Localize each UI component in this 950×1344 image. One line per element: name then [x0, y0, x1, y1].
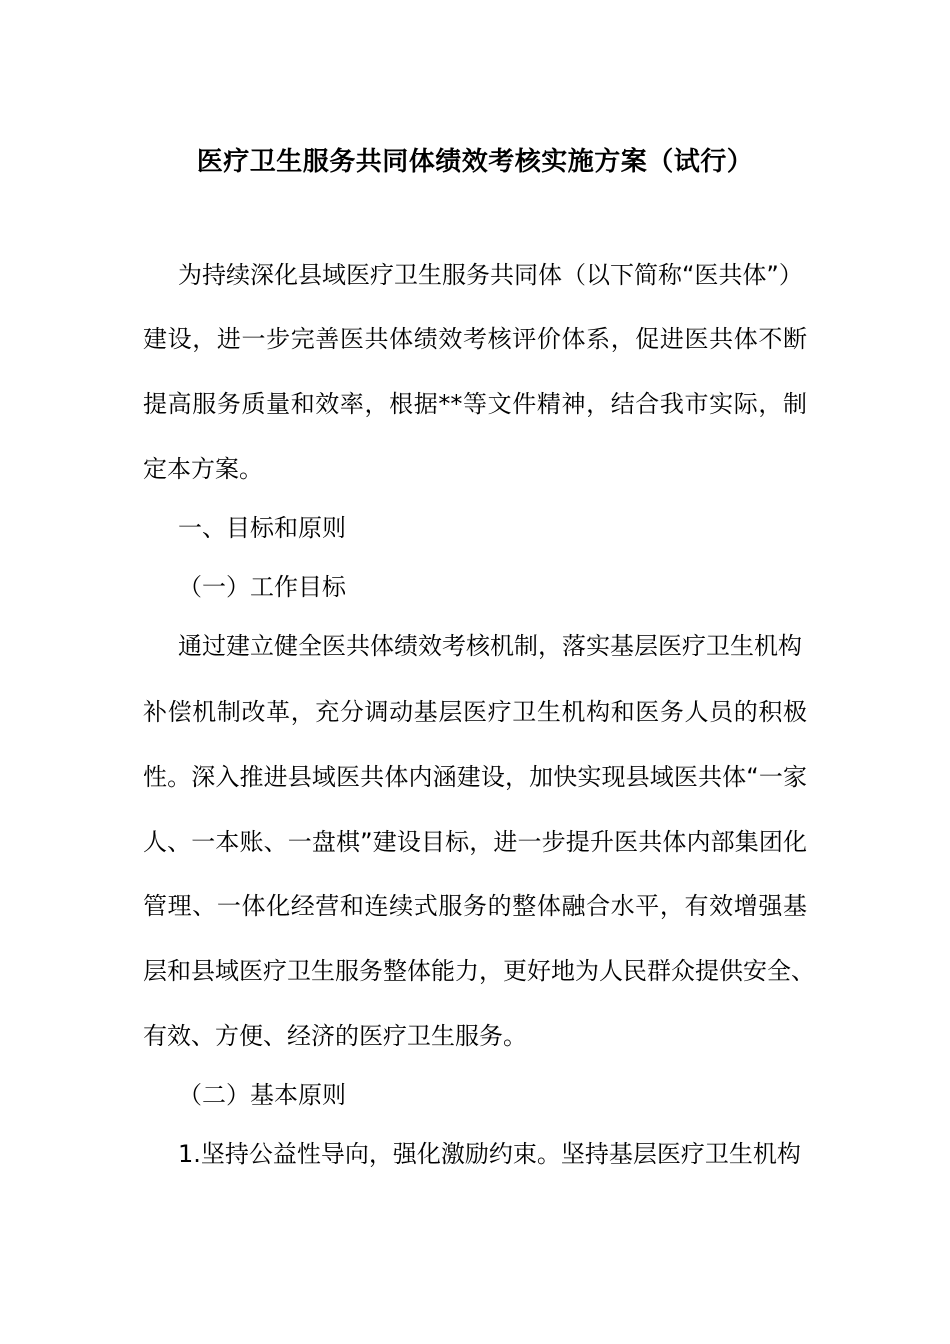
paragraph-line: 有效、方便、经济的医疗卫生服务。 [143, 1022, 527, 1050]
paragraph-line: 管理、一体化经营和连续式服务的整体融合水平，有效增强基 [143, 892, 807, 920]
paragraph-line: 性。深入推进县域医共体内涵建设，加快实现县域医共体“一家 [143, 763, 807, 791]
paragraph-line: 补偿机制改革，充分调动基层医疗卫生机构和医务人员的积极 [143, 698, 807, 726]
paragraph-line: 层和县域医疗卫生服务整体能力，更好地为人民群众提供安全、 [143, 957, 815, 985]
paragraph-line: 建设，进一步完善医共体绩效考核评价体系，促进医共体不断 [143, 325, 807, 353]
document-title: 医疗卫生服务共同体绩效考核实施方案（试行） [196, 147, 754, 177]
paragraph-line: 人、一本账、一盘棋”建设目标，进一步提升医共体内部集团化 [143, 828, 807, 856]
section-heading: 一、目标和原则 [178, 514, 346, 542]
paragraph-line: 通过建立健全医共体绩效考核机制，落实基层医疗卫生机构 [178, 632, 802, 660]
paragraph-line: 为持续深化县域医疗卫生服务共同体（以下简称“医共体”） [178, 261, 803, 289]
paragraph-line: 提高服务质量和效率，根据**等文件精神，结合我市实际，制 [143, 390, 807, 418]
subsection-heading: （二）基本原则 [178, 1081, 346, 1109]
subsection-heading: （一）工作目标 [178, 573, 346, 601]
paragraph-line: 1.坚持公益性导向，强化激励约束。坚持基层医疗卫生机构 [178, 1140, 801, 1168]
paragraph-line: 定本方案。 [143, 455, 263, 483]
